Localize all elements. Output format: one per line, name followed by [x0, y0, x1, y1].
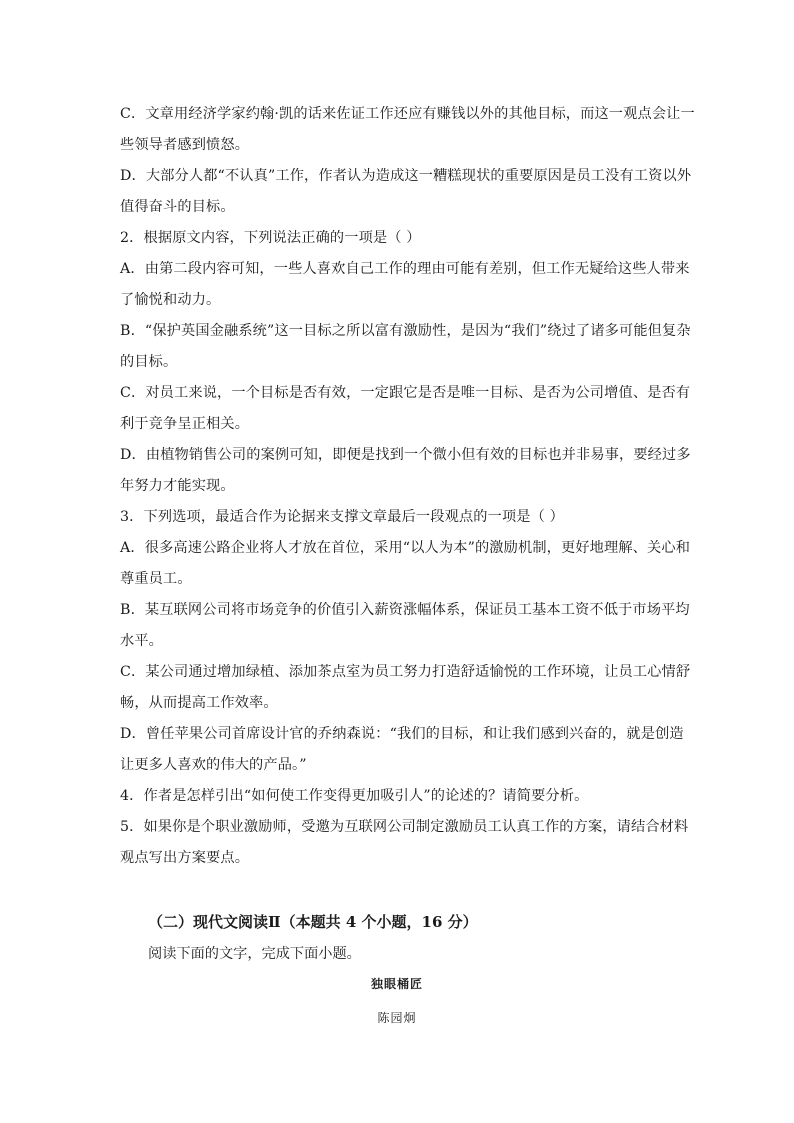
text-line: 些领导者感到愤怒。	[120, 137, 250, 153]
text-line: 利于竞争呈正相关。	[120, 416, 250, 432]
text-line: C．某公司通过增加绿植、添加茶点室为员工努力打造舒适愉悦的工作环境，让员工心情舒	[120, 664, 691, 680]
question-4-stem: 4．作者是怎样引出“如何使工作变得更加吸引人”的论述的？请简要分析。	[120, 788, 589, 804]
question-3-stem: 3．下列选项，最适合作为论据来支撑文章最后一段观点的一项是（ ）	[120, 509, 564, 525]
text-line: 年努力才能实现。	[120, 478, 235, 494]
question-5-stem: 5．如果你是个职业激励师，受邀为互联网公司制定激励员工认真工作的方案，请结合材料	[120, 819, 689, 835]
text-line: B．某互联网公司将市场竞争的价值引入薪资涨幅体系，保证员工基本工资不低于市场平均	[120, 602, 690, 618]
passage-title: 独眼桶匠	[370, 977, 423, 991]
text-line: 水平。	[120, 633, 164, 649]
text-line: 观点写出方案要点。	[120, 850, 250, 866]
question-2-stem: 2．根据原文内容，下列说法正确的一项是（ ）	[120, 230, 421, 246]
section-heading: （二）现代文阅读Ⅱ（本题共 4 个小题，16 分）	[148, 913, 478, 931]
text-line: C．文章用经济学家约翰·凯的话来佐证工作还应有赚钱以外的其他目标，而这一观点会让一	[120, 106, 695, 122]
text-line: D．曾任苹果公司首席设计官的乔纳森说：“我们的目标，和让我们感到兴奋的，就是创造	[120, 726, 684, 742]
text-line: 尊重员工。	[120, 571, 192, 587]
instruction-text: 阅读下面的文字，完成下面小题。	[148, 946, 361, 962]
text-line: D．由植物销售公司的案例可知，即便是找到一个微小但有效的目标也并非易事，要经过多	[120, 447, 691, 463]
text-line: 的目标。	[120, 354, 178, 370]
text-line: D．大部分人都“不认真”工作，作者认为造成这一糟糕现状的重要原因是员工没有工资以外	[120, 168, 692, 184]
text-line: A．由第二段内容可知，一些人喜欢自己工作的理由可能有差别，但工作无疑给这些人带来	[120, 261, 690, 277]
text-line: 畅，从而提高工作效率。	[120, 695, 278, 711]
text-line: 让更多人喜欢的伟大的产品。”	[120, 757, 307, 773]
text-line: C．对员工来说，一个目标是否有效，一定跟它是否是唯一目标、是否为公司增值、是否有	[120, 385, 691, 401]
question-list	[120, 99, 695, 874]
text-line: A．很多高速公路企业将人才放在首位，采用“以人为本”的激励机制，更好地理解、关心和	[120, 540, 691, 556]
text-line: B．“保护英国金融系统”这一目标之所以富有激励性，是因为“我们”绕过了诸多可能但复杂	[120, 323, 691, 339]
text-line: 了愉悦和动力。	[120, 292, 221, 308]
passage-author: 陈园炯	[377, 1011, 417, 1025]
text-line: 值得奋斗的目标。	[120, 199, 235, 215]
